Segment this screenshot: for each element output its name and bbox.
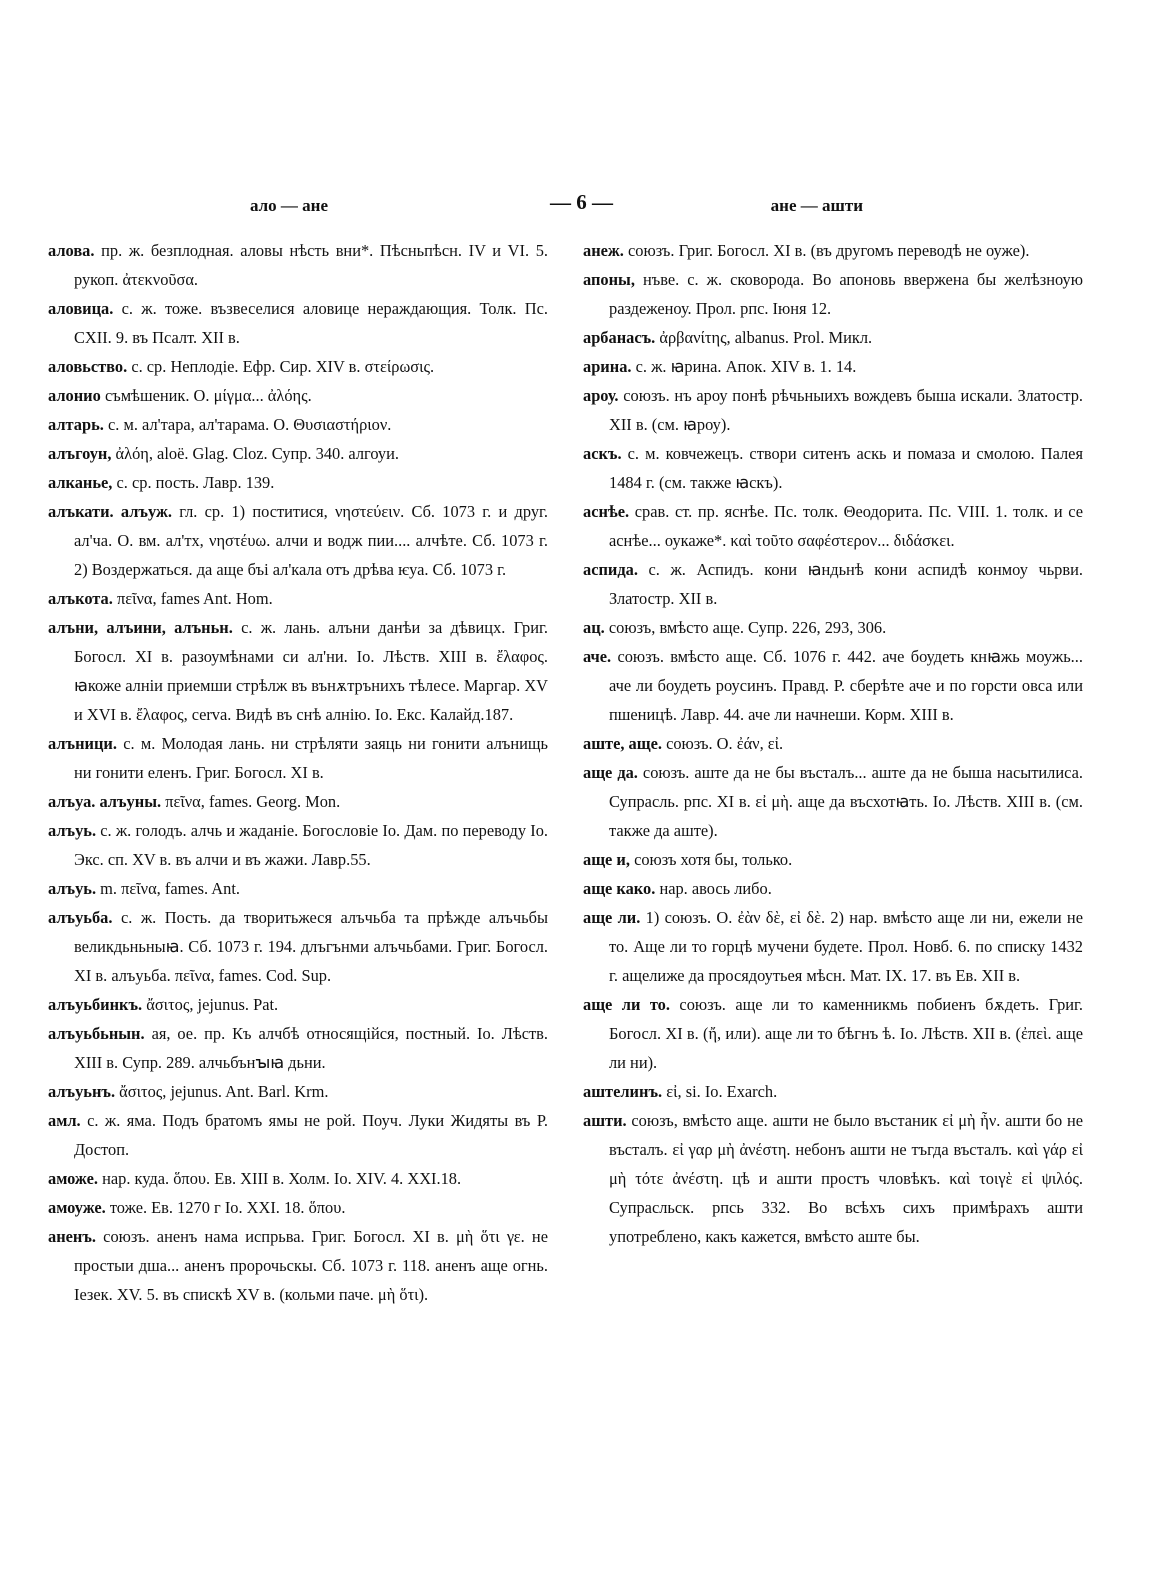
definition: союзъ. О. ἐάν, εἰ. [666, 734, 784, 753]
headword: алъуьба. [48, 908, 113, 927]
dictionary-entry [48, 613, 548, 729]
definition: с. ср. пость. Лавр. 139. [116, 473, 275, 492]
dictionary-entry [583, 613, 1083, 642]
dictionary-entry [583, 381, 1083, 439]
definition: 1) союзъ. О. ἐὰν δὲ, εἰ δὲ. 2) нар. вмѣсто аще ли ни, ежели не то. Аще ли то горцѣ мучени будете. Прол. Новб. 6. по списку 1432 г. ащелиже да просядоутьея мѣсн. Мат. IX. 17. въ Ев. XII в. [609, 908, 1083, 985]
dictionary-entry [583, 497, 1083, 555]
dictionary-entry [48, 294, 548, 352]
dictionary-entry [48, 903, 548, 990]
right-column [583, 236, 1083, 1251]
definition: с. ж. тоже. възвеселися аловице нераждающия. Толк. Пс. CXII. 9. въ Псалт. XII в. [74, 299, 548, 347]
definition: союзъ. аненъ нама испрьва. Григ. Богосл. XI в. μὴ ὅτι γε. не простыи дша... аненъ пророчьскы. Сб. 1073 г. 118. аненъ аще огнь. Іезек. XV. 5. въ спискѣ XV в. (кольми паче. μὴ ὅτι). [74, 1227, 548, 1304]
definition: тоже. Ев. 1270 г Іо. XXI. 18. ὅπου. [109, 1198, 346, 1217]
headword: амоуже. [48, 1198, 106, 1217]
dictionary-entry [583, 439, 1083, 497]
headword: алъуьнъ. [48, 1082, 116, 1101]
page-header [50, 190, 1113, 230]
definition: с. ж. яма. Подъ братомъ ямы не рой. Поуч. Луки Жидяты въ Р. Достоп. [74, 1111, 548, 1159]
headword: алъуьбьнын. [48, 1024, 145, 1043]
dictionary-entry [583, 1077, 1083, 1106]
definition: союзъ. Григ. Богосл. XI в. (въ другомъ переводѣ не оуже). [628, 241, 1030, 260]
headword: алъуь. [48, 821, 97, 840]
headword: алканье, [48, 473, 113, 492]
definition: с. ж. голодъ. алчь и жаданіе. Богословіе Іо. Дам. по переводу Іо. Экс. сп. XV в. въ алчи и въ жажи. Лавр.55. [74, 821, 548, 869]
definition: m. πεῖνα, fames. Ant. [100, 879, 240, 898]
headword: ароу. [583, 386, 619, 405]
dictionary-entry [48, 584, 548, 613]
dictionary-entry [48, 1222, 548, 1309]
headword: аще ли. [583, 908, 641, 927]
headword: анеж. [583, 241, 624, 260]
definition: с. ж. Пость. да творитьжеся алъчьба та прѣжде алъчьбы великдьньныꙗ. Сб. 1073 г. 194. длъгънми алъчьбами. Григ. Богосл. XI в. алъуьба. πεῖνα, fames. Cod. Sup. [74, 908, 548, 985]
dictionary-entry [583, 845, 1083, 874]
dictionary-entry [48, 1106, 548, 1164]
dictionary-entry [583, 323, 1083, 352]
definition: нар. авось либо. [659, 879, 772, 898]
headword: алъкота. [48, 589, 113, 608]
headword: аще ли то. [583, 995, 670, 1014]
headword: алъкати. алъуж. [48, 502, 172, 521]
headword: алъуа. алъуны. [48, 792, 162, 811]
dictionary-entry [583, 990, 1083, 1077]
definition: πεῖνα, fames. Georg. Mon. [165, 792, 341, 811]
headword: алъуьбинкъ. [48, 995, 143, 1014]
definition: союзъ, вмѣсто аще. ашти не было въстаник εἰ μὴ ἦν. ашти бо не въсталъ. εἰ γαρ μὴ ἀνέστη. небонъ ашти не тъгда въсталъ. καὶ γάρ εἰ μὴ τότε ἀνέστη. цѣ и ашти простъ чловѣкъ. καὶ τοιγὲ εἰ ψιλός. Супрасльск. рпсь 332. Во всѣхъ сихъ примѣрахъ ашти употреблено, какъ кажется, вмѣсто аште бы. [609, 1111, 1083, 1246]
definition: ἀλόη, aloë. Glag. Cloz. Супр. 340. алгоуи. [115, 444, 399, 463]
definition: нар. куда. ὅπου. Ев. XIII в. Холм. Іо. XIV. 4. XXI.18. [102, 1169, 462, 1188]
headword: арбанасъ. [583, 328, 656, 347]
dictionary-entry [48, 381, 548, 410]
dictionary-entry [583, 758, 1083, 845]
dictionary-entry [583, 642, 1083, 729]
dictionary-entry [48, 410, 548, 439]
dictionary-entry [583, 555, 1083, 613]
definition: союзъ хотя бы, только. [634, 850, 793, 869]
dictionary-entry [48, 439, 548, 468]
definition: εἰ, si. Іо. Exarch. [666, 1082, 778, 1101]
definition: срав. ст. пр. яснѣе. Пс. толк. Θеодорита. Пс. VIII. 1. толк. и се аснѣе... оукаже*. καὶ τοῦτο σαφέστερον... διδάσκει. [609, 502, 1083, 550]
dictionary-entry [583, 236, 1083, 265]
headword: аште, аще. [583, 734, 662, 753]
dictionary-entry [48, 1019, 548, 1077]
headword: алова. [48, 241, 95, 260]
dictionary-entry [48, 1164, 548, 1193]
headword: алонио [48, 386, 101, 405]
definition: гл. ср. 1) поститися, νηστεύειν. Сб. 1073 г. и друг. ал'ча. О. вм. ал'тх, νηστέυω. алчи и водж пии.... алчѣте. Сб. 1073 г. 2) Воздержаться. да аще бъі ал'кала отъ дрѣва ѥуа. Сб. 1073 г. [74, 502, 548, 579]
dictionary-entry [583, 874, 1083, 903]
headword: аще да. [583, 763, 638, 782]
page-number: — 6 — [550, 190, 613, 214]
headword: алтарь. [48, 415, 104, 434]
definition: πεῖνα, fames Ant. Hom. [116, 589, 273, 608]
headword: ашти. [583, 1111, 627, 1130]
headword: аштелинъ. [583, 1082, 663, 1101]
dictionary-entry [48, 352, 548, 381]
headword: амл. [48, 1111, 81, 1130]
dictionary-entry [48, 1193, 548, 1222]
dictionary-entry [583, 1106, 1083, 1251]
running-head-right: ане — ашти [770, 196, 863, 215]
definition: ἄσιτος, jejunus. Ant. Barl. Krm. [119, 1082, 329, 1101]
dictionary-entry [48, 468, 548, 497]
dictionary-entry [48, 1077, 548, 1106]
headword: аснѣе. [583, 502, 630, 521]
dictionary-entry [48, 497, 548, 584]
definition: с. ж. лань. алъни данѣи за дѣвицх. Григ. Богосл. XI в. разоумѣнами си ал'ни. Іо. Лѣств. XIII в. ἔλαφος. ꙗкоже алніи приемши стрѣлж въ вънѫтрънихъ тѣлесе. Маргар. XV и XVI в. ἔλαφος, cerva. Видѣ въ снѣ алнію. Іо. Екс. Калайд.187. [74, 618, 548, 724]
left-column [48, 236, 548, 1309]
dictionary-entry [48, 990, 548, 1019]
headword: аскъ. [583, 444, 622, 463]
definition: союзъ. нъ ароу понѣ рѣчьныихъ вождевъ быша искали. Златостр. XII в. (см. ꙗроу). [609, 386, 1083, 434]
definition: союзъ. аште да не бы въсталъ... аште да не быша насытилиса. Супрасль. рпс. XI в. εἰ μὴ. аще да въсхотꙗть. Іо. Лѣств. XIII в. (см. также да аште). [609, 763, 1083, 840]
headword: алъгоун, [48, 444, 112, 463]
definition: с. м. ковчежецъ. створи ситенъ аскь и помаза и смолою. Палея 1484 г. (см. также ꙗскъ). [609, 444, 1083, 492]
definition: союзъ, вмѣсто аще. Супр. 226, 293, 306. [608, 618, 887, 637]
headword: аще и, [583, 850, 630, 869]
definition: с. ж. Аспидъ. кони ꙗндьнѣ кони аспидѣ конмоу чьрви. Златостр. XII в. [609, 560, 1083, 608]
dictionary-entry [583, 729, 1083, 758]
headword: алъуь. [48, 879, 97, 898]
headword: аможе. [48, 1169, 98, 1188]
headword: арина. [583, 357, 632, 376]
dictionary-entry [48, 729, 548, 787]
headword: апоны, [583, 270, 635, 289]
running-head-left: ало — ане [250, 196, 329, 215]
definition: союзъ. аще ли то каменникмь побиенъ бѫдеть. Григ. Богосл. XI в. (ἤ, или). аще ли то бѣгнъ ѣ. Іо. Лѣств. XII в. (ἐπεὶ. аще ли ни). [609, 995, 1084, 1072]
definition: пр. ж. безплодная. аловы нѣсть вни*. Пѣсньпѣсн. IV и VI. 5. рукоп. ἀτεκνοῦσα. [74, 241, 548, 289]
dictionary-entry [583, 352, 1083, 381]
headword: аще како. [583, 879, 656, 898]
headword: аспида. [583, 560, 638, 579]
definition: съмѣшеник. О. μίγμα... ἀλόης. [104, 386, 312, 405]
definition: ая, ое. пр. Къ алчбѣ относящійся, постный. Іо. Лѣств. XIII в. Супр. 289. алчьбънꙑꙗ дьни. [74, 1024, 548, 1072]
headword: аловьство. [48, 357, 128, 376]
dictionary-entry [583, 265, 1083, 323]
headword: ац. [583, 618, 605, 637]
headword: аче. [583, 647, 612, 666]
definition: с. ср. Неплодіе. Ефр. Сир. XIV в. στείρωσις. [131, 357, 435, 376]
definition: нъве. с. ж. сковорода. Во апоновь ввержена бы желѣзноую раздеженоу. Прол. рпс. Іюня 12. [609, 270, 1083, 318]
headword: алъни, алъини, алъньн. [48, 618, 233, 637]
definition: с. м. ал'тара, ал'тарама. О. Θυσιαστήριον. [107, 415, 392, 434]
dictionary-entry [48, 816, 548, 874]
headword: аловица. [48, 299, 114, 318]
definition: союзъ. вмѣсто аще. Сб. 1076 г. 442. аче боудеть кнꙗжь моужь... аче ли боудеть роусинъ. Правд. Р. сберѣте аче и по горсти овса или пшеницѣ. Лавр. 44. аче ли начнеши. Корм. XIII в. [609, 647, 1083, 724]
headword: алъници. [48, 734, 117, 753]
dictionary-entry [48, 787, 548, 816]
definition: с. м. Молодая лань. ни стрѣляти заяць ни гонити алънищь ни гонити еленъ. Григ. Богосл. XI в. [74, 734, 548, 782]
dictionary-entry [48, 236, 548, 294]
definition: ἄσιτος, jejunus. Pat. [146, 995, 279, 1014]
headword: аненъ. [48, 1227, 97, 1246]
dictionary-entry [48, 874, 548, 903]
dictionary-entry [583, 903, 1083, 990]
definition: ἀρβανίτης, albanus. Prol. Микл. [659, 328, 873, 347]
definition: с. ж. ꙗрина. Апок. XIV в. 1. 14. [635, 357, 857, 376]
